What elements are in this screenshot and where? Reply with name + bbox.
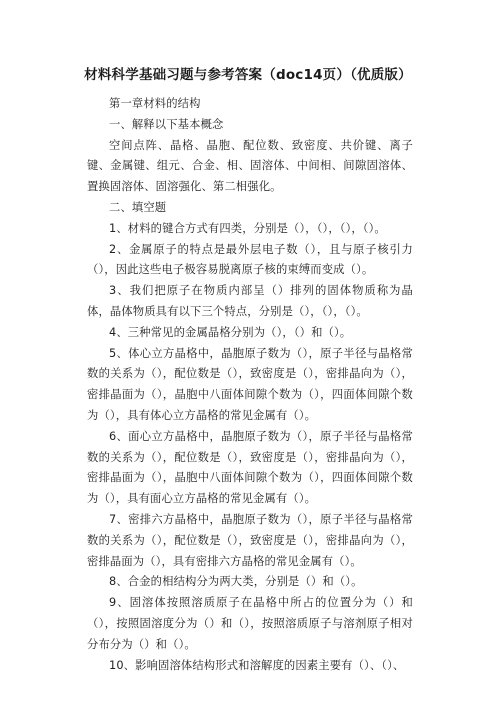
question-item: 7、密排六方晶格中，晶胞原子数为（），原子半径与晶格常数的关系为（），配位数是（），致密度是（），密排晶向为（），密排晶面为（），具有密排六方晶格的常见金属有（）。 xyxy=(87,512,413,568)
document-title: 材料科学基础习题与参考答案（doc14页）（优质版） xyxy=(84,67,412,83)
question-item: 6、面心立方晶格中，晶胞原子数为（），原子半径与晶格常数的关系为（），配位数是（），致密度是（），密排晶向为（），密排晶面为（），晶胞中八面体间隙个数为（），四面体间隙个数为（），具有面心立方晶格的常见金属有（）。 xyxy=(87,429,413,506)
question-item: 9、固溶体按照溶质原子在晶格中所占的位置分为（）和（），按照固溶度分为（）和（），按照溶质原子与溶剂原子相对分布分为（）和（）。 xyxy=(87,596,413,651)
question-item: 3、我们把原子在物质内部呈（）排列的固体物质称为晶体，晶体物质具有以下三个特点，分别是（），（），（）。 xyxy=(87,284,413,318)
question-item: 10、影响固溶体结构形式和溶解度的因素主要有（）、（）、 xyxy=(109,658,405,672)
document-body xyxy=(87,94,413,676)
question-item: 2、金属原子的特点是最外层电子数（），且与原子核引力（），因此这些电子极容易脱离原子核的束缚而变成（）。 xyxy=(87,242,413,277)
body-paragraph: 空间点阵、晶格、晶胞、配位数、致密度、共价键、离子键、金属键、组元、合金、相、固溶体、中间相、间隙固溶体、置换固溶体、固溶强化、第二相强化。 xyxy=(87,138,413,194)
chapter-heading: 第一章材料的结构 xyxy=(109,97,201,110)
section-heading: 一、解释以下基本概念 xyxy=(109,117,224,131)
section-heading: 二、填空题 xyxy=(109,200,167,214)
question-item: 5、体心立方晶格中，晶胞原子数为（），原子半径与晶格常数的关系为（），配位数是（），致密度是（），密排晶向为（），密排晶面为（），晶胞中八面体间隙个数为（），四面体间隙个数为（），具有体心立方晶格的常见金属有（）。 xyxy=(87,346,413,422)
question-item: 1、材料的键合方式有四类，分别是（），（），（），（）。 xyxy=(109,221,386,235)
question-item: 4、三种常见的金属晶格分别为（），（）和（）。 xyxy=(109,325,352,339)
question-item: 8、合金的相结构分为两大类，分别是（）和（）。 xyxy=(109,575,363,589)
